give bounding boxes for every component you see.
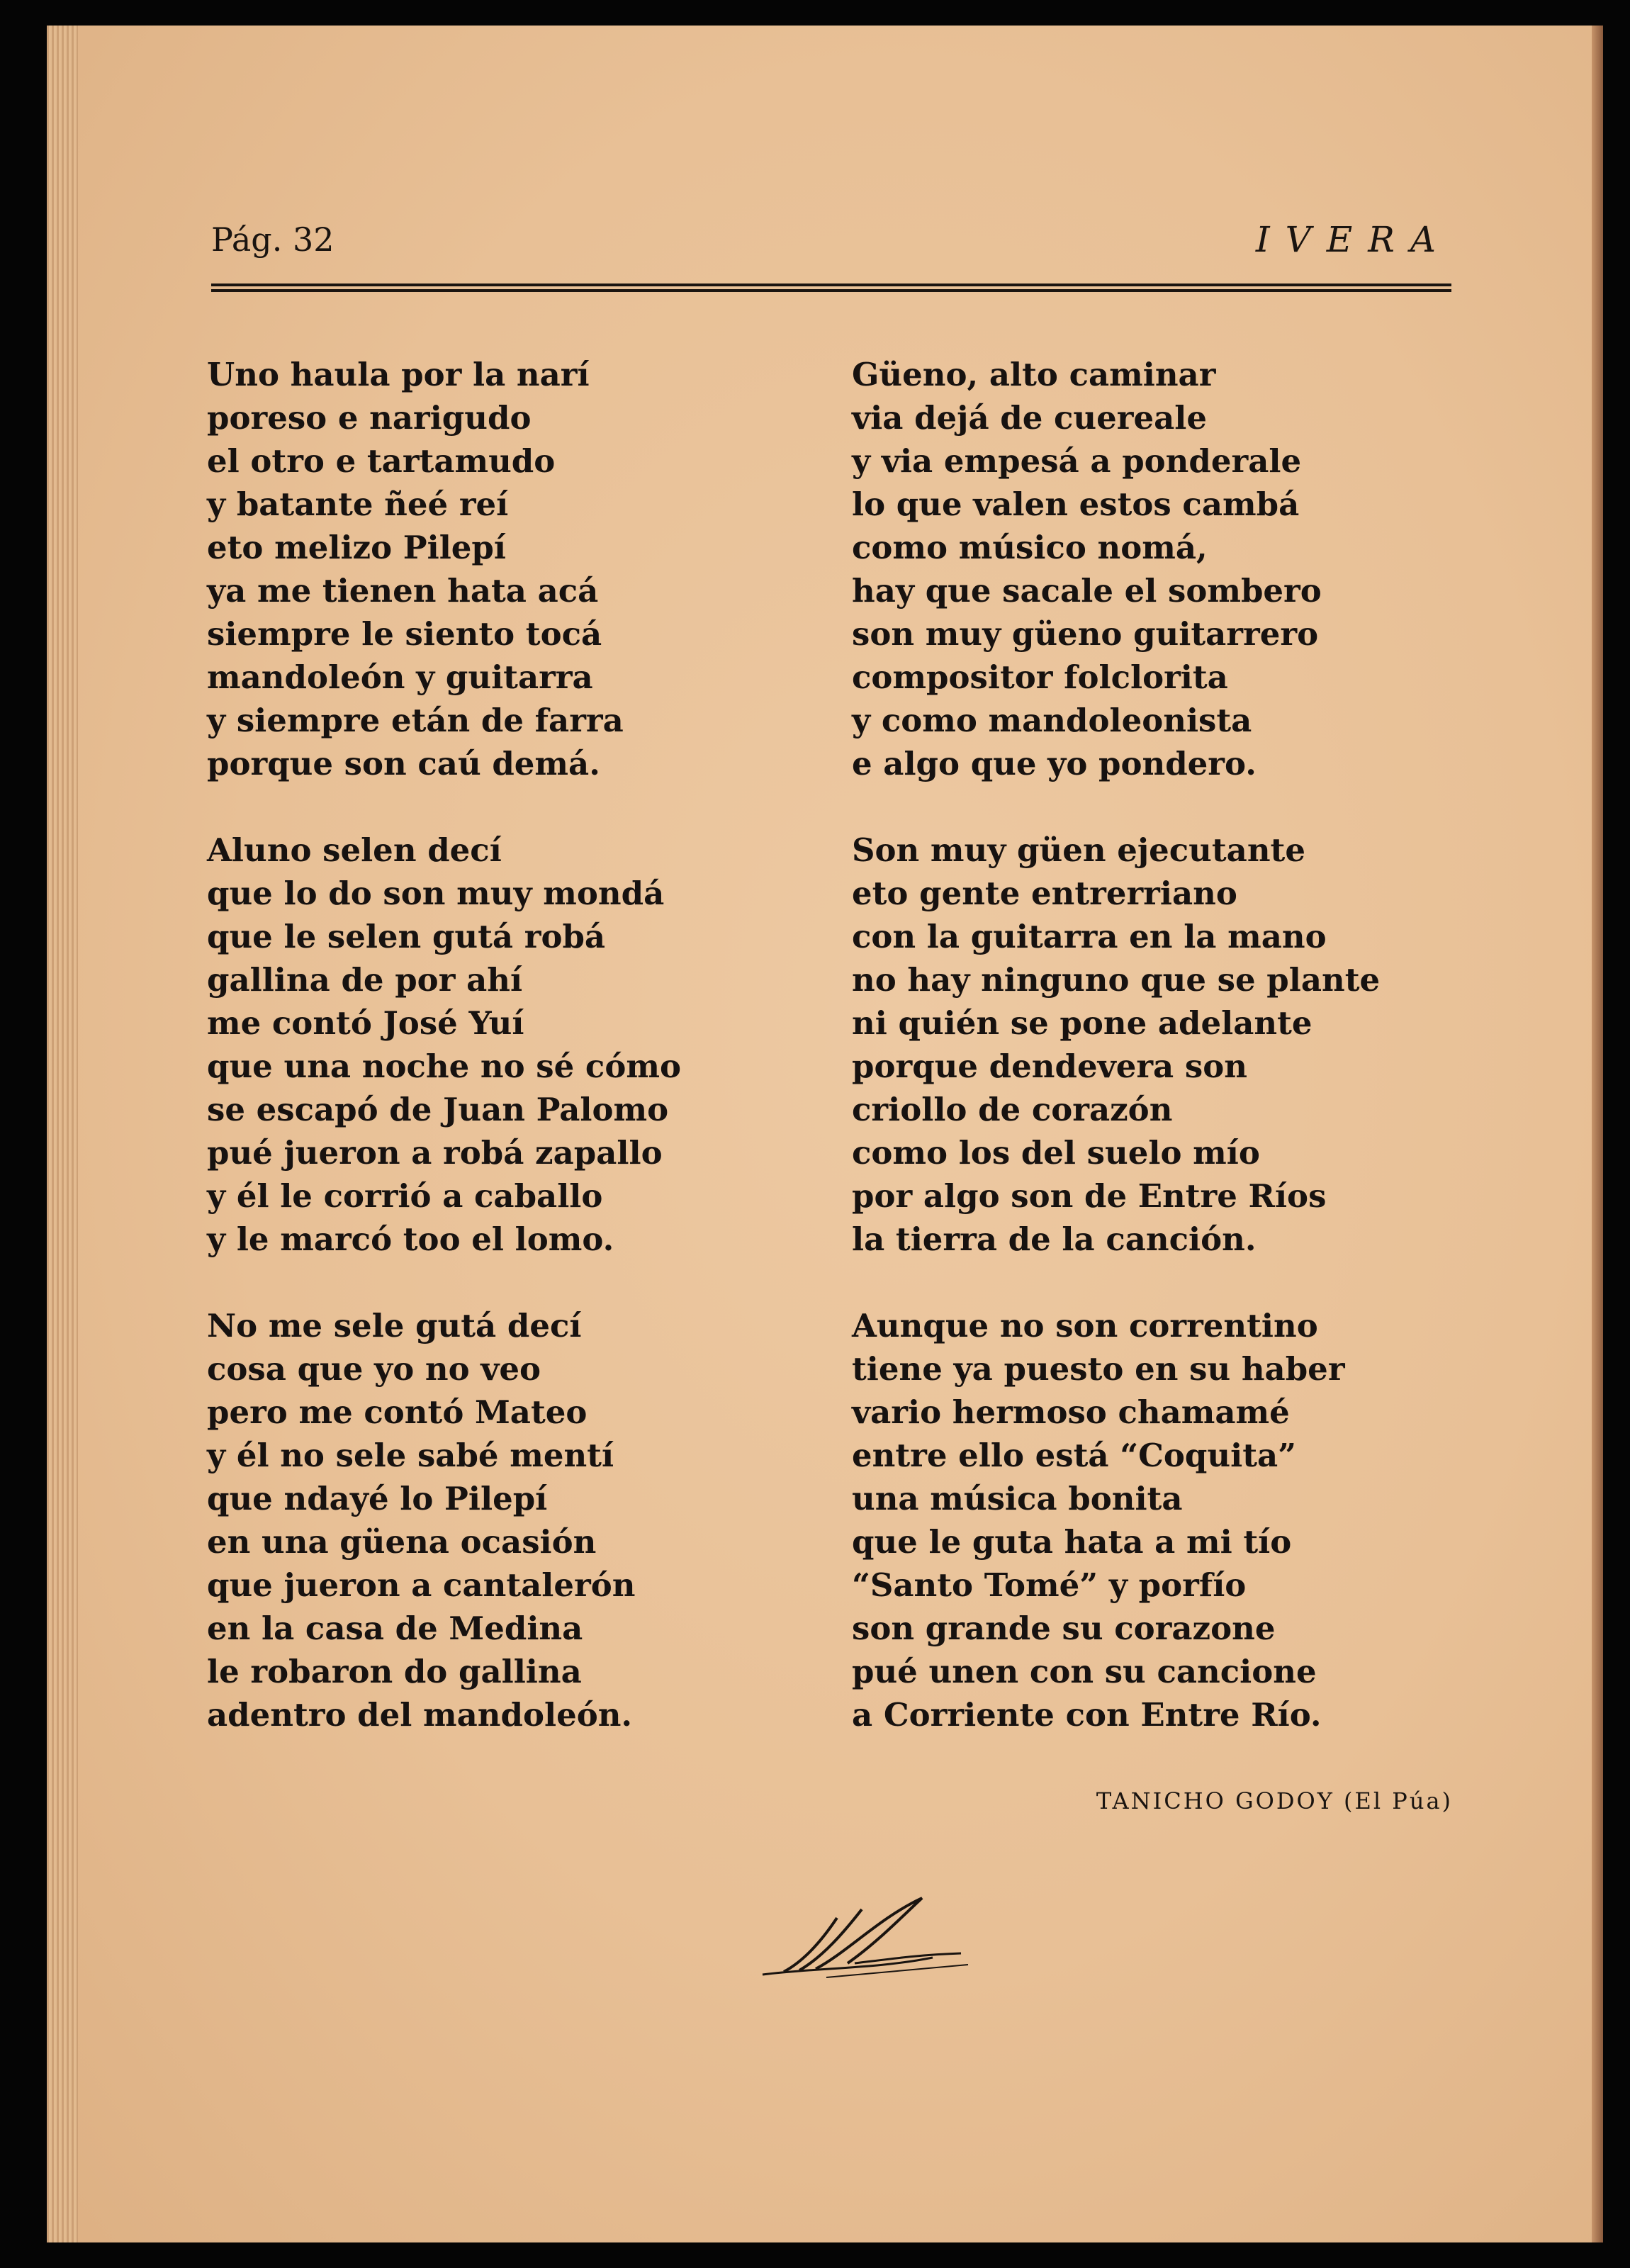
poem-line: que jueron a cantalerón [207,1566,636,1604]
stanza [207,1304,831,1736]
poem-line: le robaron do gallina [207,1653,582,1690]
poem-line: via dejá de cuereale [852,399,1207,437]
poem-line: criollo de corazón [852,1091,1173,1128]
poem-line: y le marcó too el lomo. [207,1220,614,1258]
poem-line: que le selen gutá robá [207,918,606,955]
poem-line: y él le corrió a caballo [207,1177,603,1215]
poem-line: una música bonita [852,1480,1183,1517]
poem-line: no hay ninguno que se plante [852,961,1381,999]
page-header [211,211,1451,268]
poem-line: que ndayé lo Pilepí [207,1480,548,1517]
poem-line: adentro del mandoleón. [207,1696,633,1734]
poem-line: pué jueron a robá zapallo [207,1134,663,1172]
magazine-title: IVERA [1255,219,1451,260]
poem-line: y batante ñeé reí [207,485,509,523]
poem-line: siempre le siento tocá [207,615,602,653]
poem-line: Güeno, alto caminar [852,356,1216,393]
header-double-rule [211,284,1451,292]
poem-line: “Santo Tomé” y porfío [852,1566,1247,1604]
poem-line: ni quién se pone adelante [852,1004,1313,1042]
poem-line: pero me contó Mateo [207,1393,588,1431]
poem-line: Uno haula por la narí [207,356,590,393]
poem-line: porque son caú demá. [207,745,600,782]
poem-line: entre ello está “Coquita” [852,1437,1297,1474]
poem-line: compositor folclorita [852,658,1228,696]
poem-line: se escapó de Juan Palomo [207,1091,669,1128]
poem-line: gallina de por ahí [207,961,523,999]
stanza [207,829,831,1261]
poem-line: que le guta hata a mi tío [852,1523,1292,1561]
poem-line: que lo do son muy mondá [207,875,665,912]
poem-line: con la guitarra en la mano [852,918,1327,955]
poem-line: eto melizo Pilepí [207,529,506,566]
page-stack-edges [47,26,78,2242]
poem-line: y como mandoleonista [852,702,1252,739]
poem-line: porque dendevera son [852,1048,1247,1085]
poem-line: y siempre etán de farra [207,702,624,739]
poem-line: que una noche no sé cómo [207,1048,681,1085]
poem-line: cosa que yo no veo [207,1350,541,1388]
stanza [852,353,1468,785]
quill-flourish-icon [755,1890,982,1982]
stanza [852,1304,1468,1736]
poem-line: Son muy güen ejecutante [852,831,1305,869]
poem-right-column [852,353,1468,1780]
poem-line: el otro e tartamudo [207,442,556,480]
stanza [207,353,831,785]
poem-line: No me sele gutá decí [207,1307,582,1344]
poem-line: y él no sele sabé mentí [207,1437,614,1474]
poem-line: son muy güeno guitarrero [852,615,1319,653]
poem-line: me contó José Yuí [207,1004,524,1042]
page-number: Pág. 32 [211,220,335,259]
author-signature: TANICHO GODOY (El Púa) [1096,1787,1453,1814]
poem-line: en la casa de Medina [207,1610,583,1647]
poem-line: vario hermoso chamamé [852,1393,1290,1431]
poem-line: lo que valen estos cambá [852,485,1300,523]
poem-line: como músico nomá, [852,529,1208,566]
poem-line: son grande su corazone [852,1610,1276,1647]
poem-line: a Corriente con Entre Río. [852,1696,1322,1734]
book-page [47,26,1603,2242]
poem-line: en una güena ocasión [207,1523,597,1561]
poem-line: eto gente entrerriano [852,875,1237,912]
poem-line: como los del suelo mío [852,1134,1260,1172]
poem-line: ya me tienen hata acá [207,572,599,610]
page-right-edge [1592,26,1603,2242]
poem-line: la tierra de la canción. [852,1220,1257,1258]
poem-line: e algo que yo pondero. [852,745,1257,782]
poem-line: tiene ya puesto en su haber [852,1350,1345,1388]
poem-line: hay que sacale el sombero [852,572,1322,610]
poem-left-column [207,353,831,1780]
poem-line: Aluno selen decí [207,831,502,869]
poem-line: Aunque no son correntino [852,1307,1318,1344]
poem-line: por algo son de Entre Ríos [852,1177,1327,1215]
poem-line: mandoleón y guitarra [207,658,593,696]
poem-line: pué unen con su cancione [852,1653,1317,1690]
poem-line: poreso e narigudo [207,399,532,437]
stanza [852,829,1468,1261]
poem-line: y via empesá a ponderale [852,442,1302,480]
